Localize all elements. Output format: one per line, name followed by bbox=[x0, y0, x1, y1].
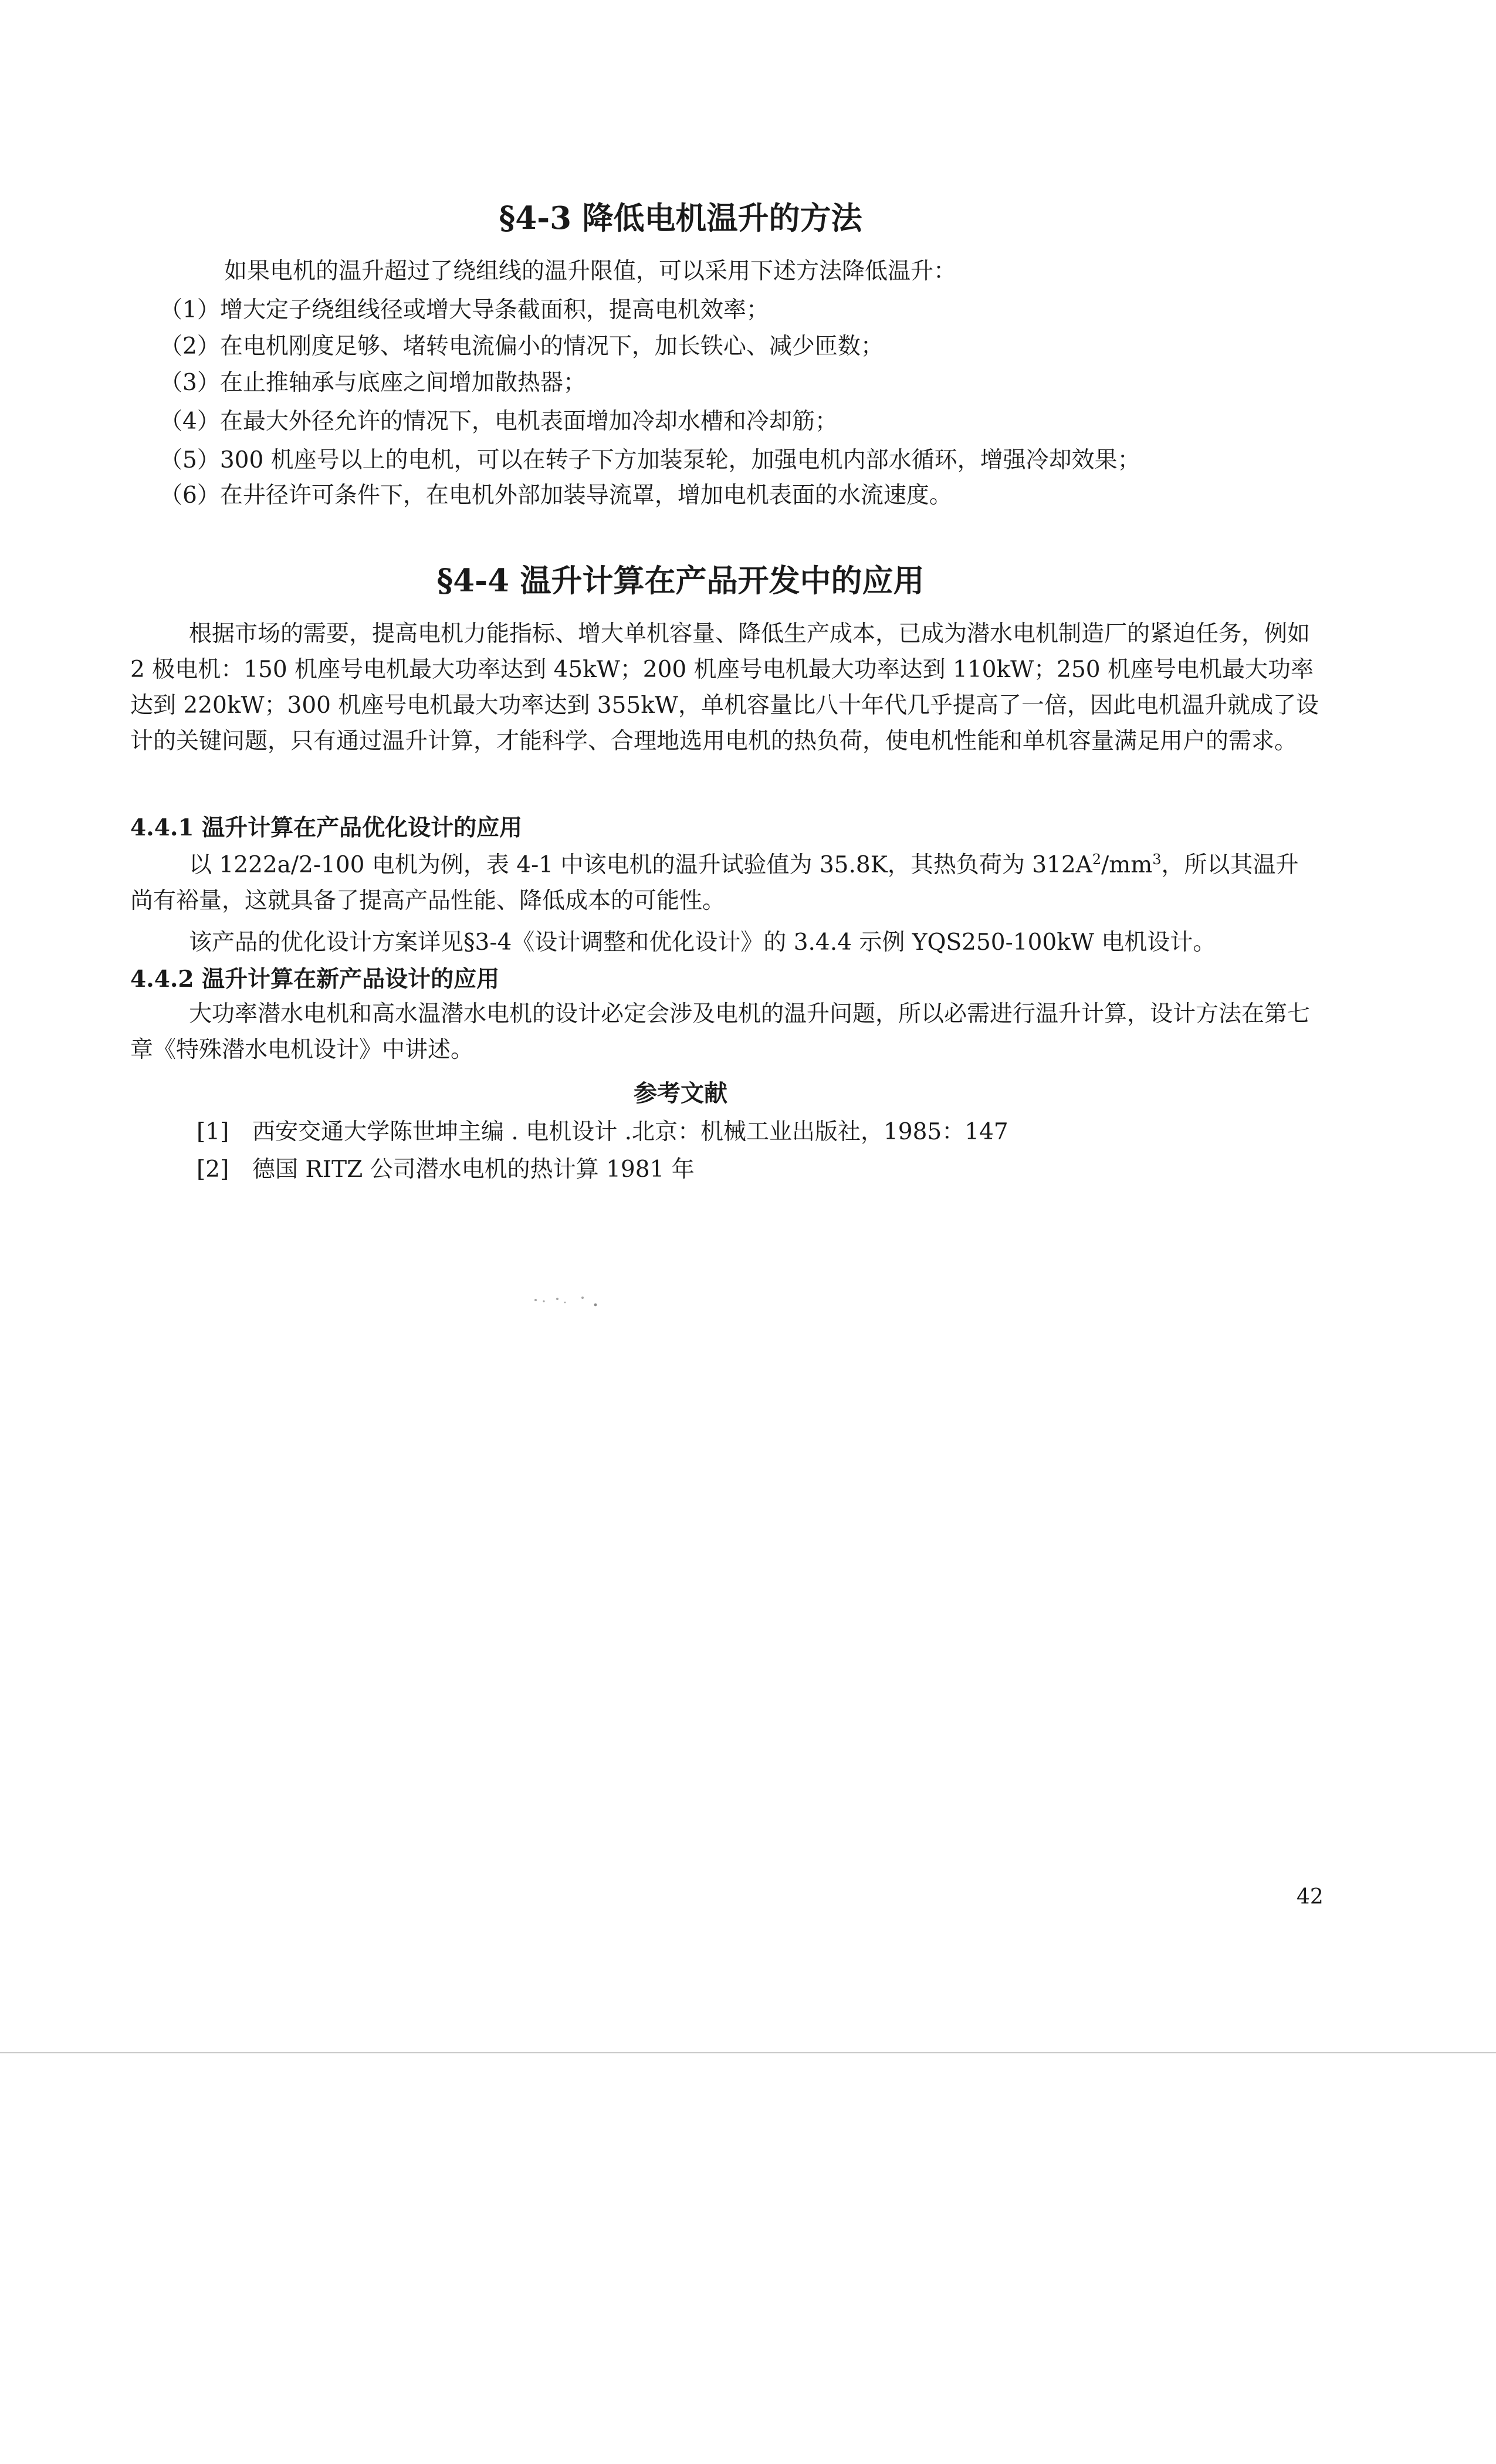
reference-item bbox=[197, 1113, 1008, 1146]
list-item: （1）增大定子绕组线径或增大导条截面积，提高电机效率； bbox=[160, 297, 769, 323]
subsection-4-4-1-paragraph-a bbox=[130, 847, 1321, 919]
reference-item bbox=[197, 1151, 695, 1184]
reference-text: 德国 RITZ 公司潜水电机的热计算 1981 年 bbox=[252, 1156, 695, 1183]
reference-number: [2] bbox=[197, 1156, 229, 1183]
scan-edge-line bbox=[0, 2052, 1496, 2053]
subsection-4-4-2-paragraph bbox=[130, 996, 1321, 1068]
list-item: （3）在止推轴承与底座之间增加散热器； bbox=[160, 370, 586, 396]
subsection-heading-4-4-2: 4.4.2 温升计算在新产品设计的应用 bbox=[130, 966, 500, 993]
paragraph-text: ，所以其温升尚有裕量，这就具备了提高产品性能、降低成本的可能性。 bbox=[130, 852, 1299, 914]
reference-number: [1] bbox=[197, 1119, 229, 1145]
section-4-3-intro: 如果电机的温升超过了绕组线的温升限值，可以采用下述方法降低温升： bbox=[224, 258, 957, 285]
section-4-4-paragraph-text: 根据市场的需要，提高电机力能指标、增大单机容量、降低生产成本，已成为潜水电机制造厂的紧迫任务，例如 2 极电机：150 机座号电机最大功率达到 45kW；200 机座号电机最大功率达到 110kW；250 机座号电机最大功率达到 220kW；300 机座号电机最大功率达到 355kW，单机容量比八十年代几乎提高了一倍，因此电机温升就成了设计的关键问题，只有通过温升计算，才能科学、合理地选用电机的热负荷，使电机性能和单机容量满足用户的需求。 bbox=[130, 621, 1319, 754]
section-title-4-4: §4-4 温升计算在产品开发中的应用 bbox=[436, 563, 925, 599]
paragraph-text: /mm bbox=[1101, 852, 1153, 878]
scan-noise-icon bbox=[531, 1289, 613, 1313]
references-title: 参考文献 bbox=[634, 1079, 727, 1107]
list-item: （5）300 机座号以上的电机，可以在转子下方加装泵轮，加强电机内部水循环，增强冷却效果； bbox=[160, 447, 1140, 473]
page-number: 42 bbox=[1297, 1885, 1324, 1909]
paragraph-text: 大功率潜水电机和高水温潜水电机的设计必定会涉及电机的温升问题，所以必需进行温升计算，设计方法在第七章《特殊潜水电机设计》中讲述。 bbox=[130, 1001, 1311, 1063]
section-4-4-paragraph bbox=[130, 616, 1321, 759]
reference-text: 西安交通大学陈世坤主编 . 电机设计 .北京：机械工业出版社，1985：147 bbox=[252, 1119, 1008, 1145]
section-title-4-3: §4-3 降低电机温升的方法 bbox=[499, 200, 862, 236]
paragraph-text: 以 1222a/2-100 电机为例，表 4-1 中该电机的温升试验值为 35.8K，其热负荷为 312A bbox=[189, 852, 1092, 878]
list-item: （6）在井径许可条件下，在电机外部加装导流罩，增加电机表面的水流速度。 bbox=[160, 482, 952, 509]
subsection-4-4-1-paragraph-b: 该产品的优化设计方案详见§3-4《设计调整和优化设计》的 3.4.4 示例 YQS250-100kW 电机设计。 bbox=[189, 929, 1216, 956]
list-item: （4）在最大外径允许的情况下，电机表面增加冷却水槽和冷却筋； bbox=[160, 408, 838, 435]
list-item: （2）在电机刚度足够、堵转电流偏小的情况下，加长铁心、减少匝数； bbox=[160, 333, 884, 360]
subsection-heading-4-4-1: 4.4.1 温升计算在产品优化设计的应用 bbox=[130, 814, 523, 841]
superscript: 2 bbox=[1092, 851, 1102, 868]
superscript: 3 bbox=[1152, 851, 1162, 868]
scan-specks bbox=[531, 1289, 613, 1316]
